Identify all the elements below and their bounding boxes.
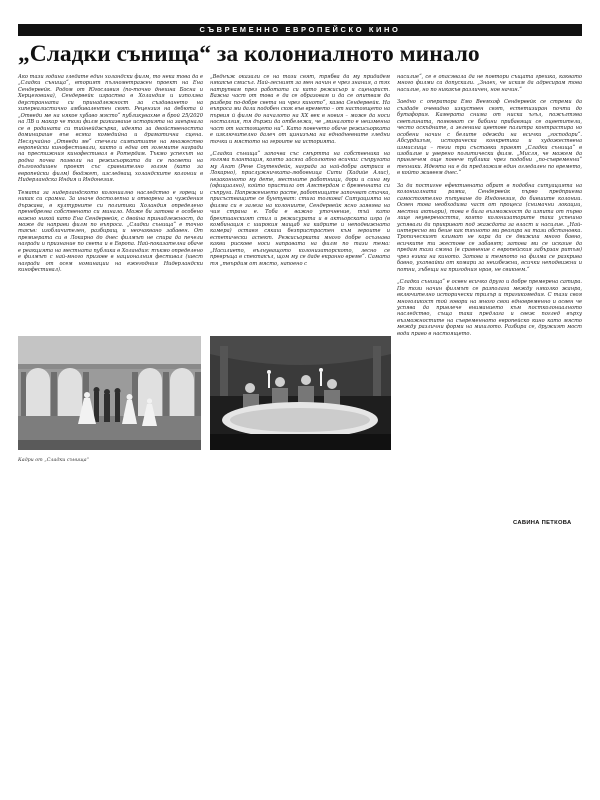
article-paragraph: За да постигне ефективната обрат в подобна ситуацията на колониалната рамка, Сендервейк първо предприема самостоятелно пътуване до Индонезия, до бившите колонии. Освен това необходима част от процеса (снимачни локации, местни актьори), това е била възможност да изпита от първо лице неувереността, която колонизаторите така успешно успявали да прикриват под жаждата за власт и насилие. „Най-интересно ми беше как тяхното ми реагира на тази обстановка. Тропическият климат не кара да се движиш много бавно, всичките ти жестове се забавят; затова ми се искаше да предам тази смяна (в сравнение с европейския забързан ритъм) чрез езика на киното. Затова и темпото на филма се разкрива бавно, ухапвайки от комари за неизбежни, всички неподвижни и потни, зъбещи на пригодния нрав, не свикнем.“	[397, 182, 582, 273]
section-banner-text: СЪВРЕМЕННО ЕВРОПЕЙСКО КИНО	[199, 25, 401, 34]
article-column-1	[18, 74, 203, 280]
article-paragraph: „Сладки сънища“ е освен всичко друго и добре премерена сатира. По този начин филмът се разполага между няколко жанра, включително исторически трилър и трагикомедия. С тази своя многоликост той говори на много свои едновременно и освен че успява да привлече вниманието към постколониалното наследство, съща така предлага и свеж поглед върху възможностите на съвременното европейско кино като място между различни форми на мишлото. Разбира се, дружият мост води право в настоящето.	[397, 279, 582, 337]
article-paragraph: „Веднъж оказали се на този свят, трябва да му придадем някакъв смисъл. Най-лесният за мен начин е чрез знания, а тях натрупвам през работата си като режисьор и сценарист. Важна част от това е да се образовам и да се опитвам да разбера по-добре света ни чрез киното“, казва Сендервейк. На въпроса ми дали подобен скок във времето – от настоящето на първия й филм до началото на XX век в новия – може да носи носталгия, тя държи да отбележи, че „миналото е неизменна част от настоящето ни“. Като повечето обаче режисьорката е изключително далеч от цинизъма на еднодневните гледни точки и мястото на героите на историята.	[210, 74, 390, 145]
article-paragraph: Темата за нидерландското колониално наследство е горещ и никак си срамна. За иначе достолепна и отворена за чуждения държава, в културните си политики Холандия определено пренебрегва собственото си минало. Може би затова е особено важно никой като Ена Сендервейк, с двойна принадлежност, да може да направи филм по въпроса. „Сладки сънища“ е точно такъв: изобличителен, разбиращ и неочаквано забавен. От премиерата си в Локарно до днес филмът не спира да печели награди и признание по света и в Европа. Най-показателна обаче е реакцията на местната публика в Холандия: тъкмо определено е филмът с най-много призове в националния фестивал (шест награди от осем номинации на ежегодния Нидерландски кинофестивал).	[18, 189, 203, 274]
photo-caption: Кадри от „Сладки сънища“	[18, 458, 90, 463]
section-banner	[18, 24, 582, 36]
author-byline: САВИНА ПЕТКОВА	[513, 520, 572, 526]
film-still-dinner-photo	[210, 336, 391, 450]
article-column-2	[210, 74, 390, 273]
film-still-courtyard-photo	[18, 336, 201, 450]
article-paragraph: Ако тази година гледате един холандски филм, то нека това да е „Сладки сънища“, вторият пълнометражен проект на Ена Сендервейк. Родом от Югославия (по-точно днешна Босна и Херцеговина), Сендервейк израства в Холандия и използва двустранната си принадлежност за създаването на хипереалистично амбивалентен свят. Рецензия на дебюта й „Отведи ме на някое хубаво място“ публикувахме в брой 25/2020 на ЛВ и макар че този филм разказваше историята на завърнала се в родината си тийнейджърка, идеята за двойствеността доминираше във всяка комедийна и драматична сцена. Неслучайно „Отведи ме“ спечели симпатиите на множество европейски кинофестивали, както и една от големите награди на престижния кинофестивал в Ротердам. Тъкмо успехът на родна почва позволи на режисьорката да се посвети на дългогодишен проект със сравнително голям (като за европейски филм) бюджет, изследващ холандските колонии в Нидерландска Индия и Индонезия.	[18, 74, 203, 184]
article-headline: „Сладки сънища“ за колониалното минало	[18, 41, 480, 67]
article-paragraph: „Сладки сънища“ започва със смъртта на собственика на голяма плантация, която засяга абсолютно всички: съпругата му Агат (Рене Соутендейк, награда за най-добра актриса в Локарно), прислужничката-любовница Сити (Хадийе Алис), незаконното му дете, местните работници, дори и сина му (официално), който пристига от Амстердам с бременната си съпруга. Напрежението расте, работниците започват стачка, присъстващите се бунтуват: стига толкова! Ситуацията на филма си е залеза на колониите, Сендервейк ясно заявява на чия страна е. Тоба е важно уточнение, тъй като брехтианският стил и режисурата и в актьорската игра (в комбинация с широкия мащаб на кадрите и неподвижната камера) оставя сякаш безпристрастен към героите и естетически аспект. Режисьорката много добре осъзнава какви рискове носи направата на филм по тази тема: „Насилието, вълнуващото колонизаторското, лесно се превръща в спектакъл, щом му се даде екранно време“. Самата тя „твърдим от място, напоено с	[210, 150, 390, 267]
article-paragraph: Заедно с оператора Емо Веемхоф Сендервейк се стреми да създаде очевидно изкуствен свят, естетизиран почти до бутафория. Камерата снима от ниска ъгъл, пожълтява светлината, появяват се бабини прибавящи се оцветители, често оскъдните, а зеленина цветове палитра контрастира но особени начин с белите одежди на всички „господари“. Абсурдизъм, историческа конкретика и художествена измислица – тези три съставки правят „Сладки сънища“ в изобилие и уверено политически филм. „Мисля, че можем да привлечем още повече публика чрез подобни „по-съвременни“ техники. Идеята ни е да предложим един огледален по времето, в който живеем днес.“	[397, 99, 582, 177]
article-column-3	[397, 74, 582, 343]
article-paragraph: насилие“, се е опасявала да не повтори същата грешка, каквато много филми са допускали. „Знаех, че искам да адресирам това насилие, но по никакъв различен, нов начин.“	[397, 74, 582, 93]
